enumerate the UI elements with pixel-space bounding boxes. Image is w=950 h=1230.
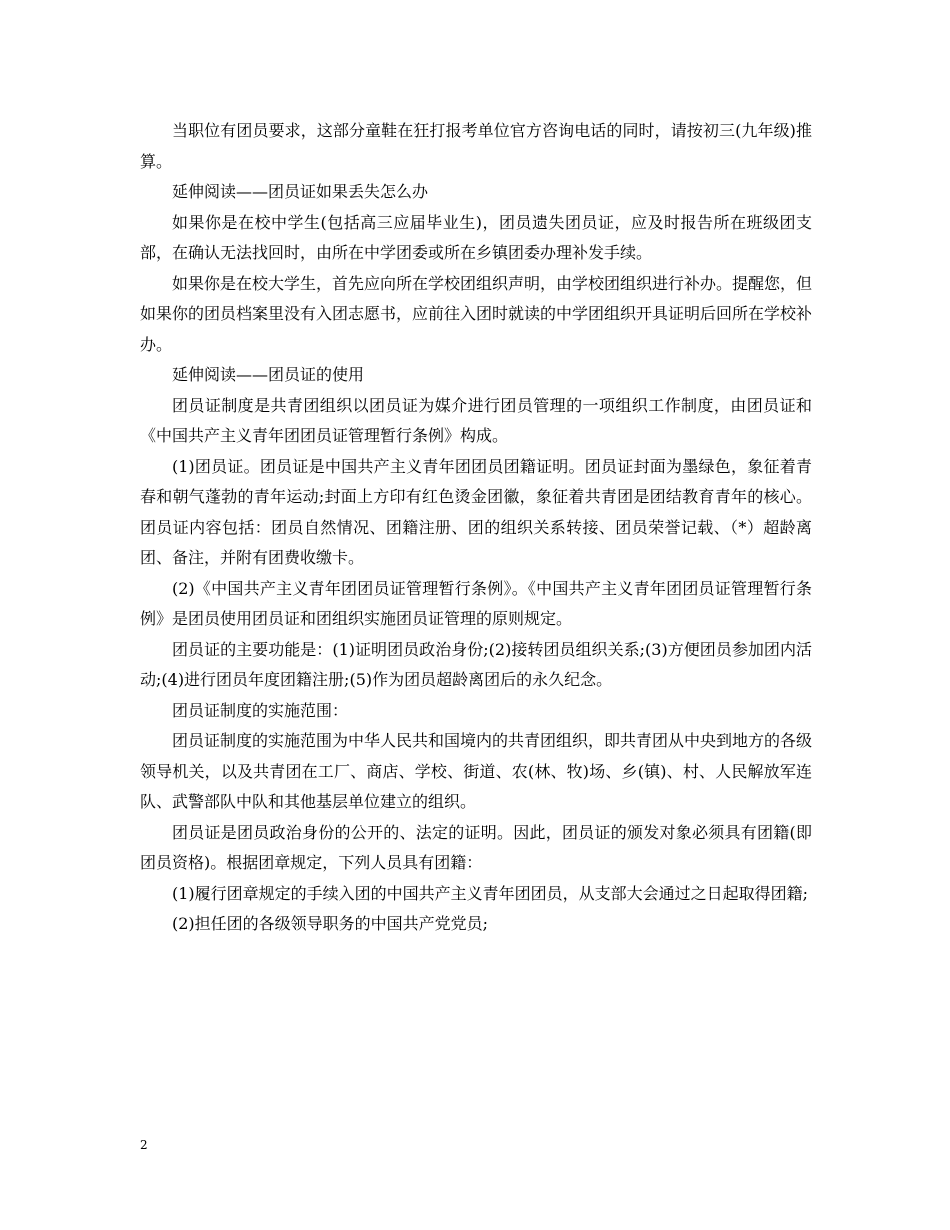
paragraph-5-heading: 延伸阅读——团员证的使用 [172,365,365,384]
paragraph-8: (2)《中国共产主义青年团团员证管理暂行条例》。《中国共产主义青年团团员证管理暂行条例》是团员使用团员证和团组织实施团员证管理的原则规定。 [140,578,812,628]
paragraph-11: 团员证制度的实施范围为中华人民共和国境内的共青团组织，即共青团从中央到地方的各级领导机关，以及共青团在工厂、商店、学校、街道、农(林、牧)场、乡(镇)、村、人民解放军连队、武警部队中队和其他基层单位建立的组织。 [140,731,813,811]
paragraph-7: (1)团员证。团员证是中国共产主义青年团团员团籍证明。团员证封面为墨绿色，象征着青春和朝气蓬勃的青年运动;封面上方印有红色烫金团徽，象征着共青团是团结教育青年的核心。团员证内容包括：团员自然情况、团籍注册、团的组织关系转接、团员荣誉记载、（*）超龄离团、备注，并附有团费收缴卡。 [140,456,812,567]
paragraph-6: 团员证制度是共青团组织以团员证为媒介进行团员管理的一项组织工作制度，由团员证和《中国共产主义青年团团员证管理暂行条例》构成。 [140,395,812,445]
paragraph-13: (1)履行团章规定的手续入团的中国共产主义青年团团员，从支部大会通过之日起取得团籍; [172,883,809,903]
paragraph-4: 如果你是在校大学生，首先应向所在学校团组织声明，由学校团组织进行补办。提醒您，但如果你的团员档案里没有入团志愿书，应前往入团时就读的中学团组织开具证明后回所在学校补办。 [140,273,813,354]
paragraph-1: 当职位有团员要求，这部分童鞋在狂打报考单位官方咨询电话的同时，请按初三(九年级)推算。 [140,121,812,171]
paragraph-9: 团员证的主要功能是：(1)证明团员政治身份;(2)接转团员组织关系;(3)方便团员参加团内活动;(4)进行团员年度团籍注册;(5)作为团员超龄离团后的永久纪念。 [140,639,812,689]
paragraph-12: 团员证是团员政治身份的公开的、法定的证明。因此，团员证的颁发对象必须具有团籍(即团员资格)。根据团章规定，下列人员具有团籍： [140,822,812,872]
page-number: 2 [140,1138,148,1152]
paragraph-3: 如果你是在校中学生(包括高三应届毕业生)，团员遗失团员证，应及时报告所在班级团支部，在确认无法找回时，由所在中学团委或所在乡镇团委办理补发手续。 [140,212,812,262]
document-body [140,116,812,940]
paragraph-2-heading: 延伸阅读——团员证如果丢失怎么办 [172,182,429,201]
paragraph-14: (2)担任团的各级领导职务的中国共产党党员; [172,914,489,933]
paragraph-10-heading: 团员证制度的实施范围： [172,700,349,720]
